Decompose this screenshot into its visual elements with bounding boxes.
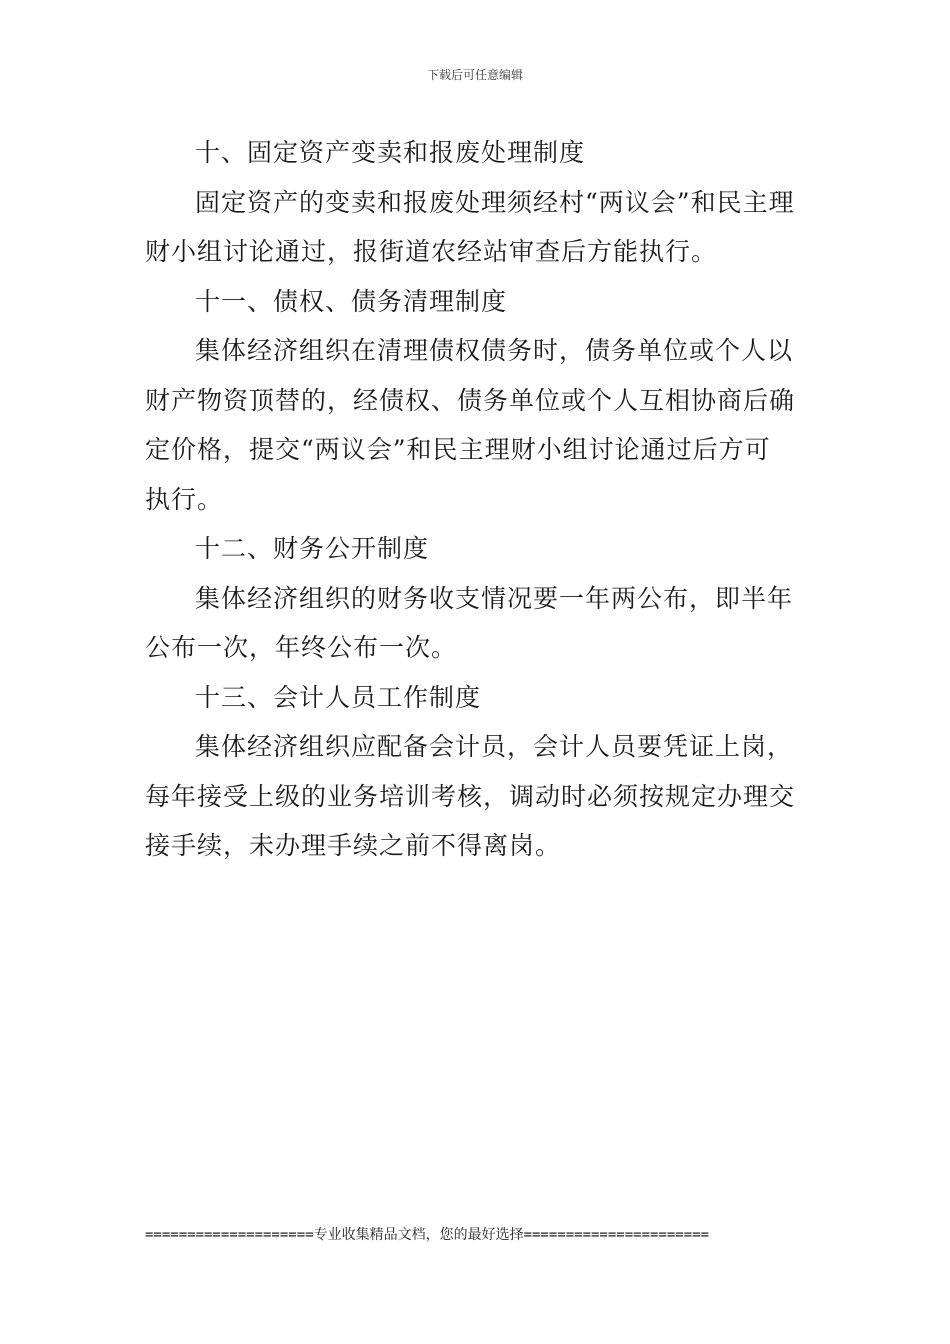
section-heading-12: 十二、财务公开制度 <box>195 534 430 563</box>
footer-left-rule: ==================== <box>145 1227 314 1243</box>
section-body-12: 集体经济组织的财务收支情况要一年两公布，即半年公布一次，年终公布一次。 <box>145 583 794 662</box>
section-body-10: 固定资产的变卖和报废处理须经村“两议会”和民主理财小组讨论通过，报街道农经站审查后方能执行。 <box>145 187 795 266</box>
document-body <box>145 128 795 871</box>
page-footer <box>145 1226 815 1245</box>
section-body-11: 集体经济组织在清理债权债务时，债务单位或个人以财产物资顶替的，经债权、债务单位或个人互相协商后确定价格，提交“两议会”和民主理财小组讨论通过后方可执行。 <box>145 336 796 514</box>
footer-tail: = <box>700 1227 710 1243</box>
section-heading-13: 十三、会计人员工作制度 <box>195 682 482 712</box>
section-heading-10: 十、固定资产变卖和报废处理制度 <box>195 138 586 167</box>
page-header-note: 下载后可任意编辑 <box>426 68 523 82</box>
footer-right-rule: ===================== <box>523 1227 701 1243</box>
section-heading-11: 十一、债权、债务清理制度 <box>195 286 508 316</box>
footer-text: 专业收集精品文档，您的最好选择 <box>313 1227 524 1243</box>
section-body-13: 集体经济组织应配备会计员，会计人员要凭证上岗，每年接受上级的业务培训考核，调动时必须按规定办理交接手续，未办理手续之前不得离岗。 <box>145 732 796 860</box>
